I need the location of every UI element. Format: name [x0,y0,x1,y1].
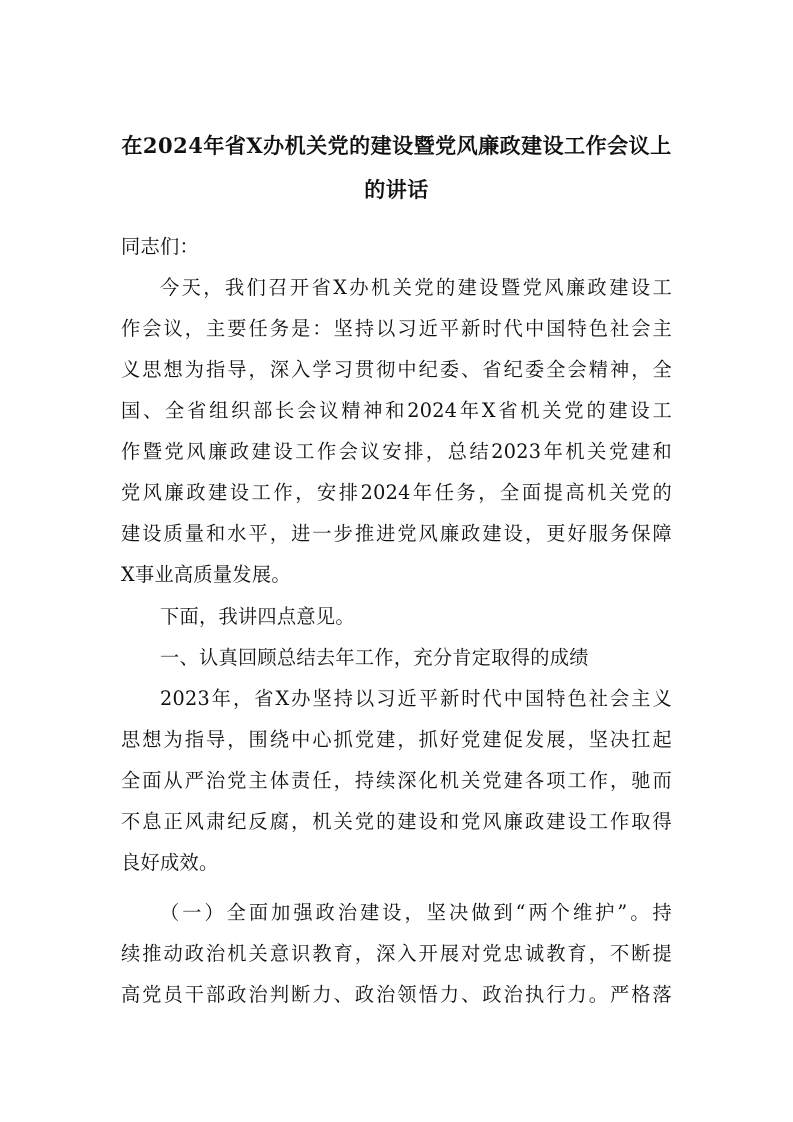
paragraph-1-line-4: 国、全省组织部长会议精神和2024年X省机关党的建设工 [121,399,672,422]
paragraph-1-line-6: 党风廉政建设工作，安排2024年任务，全面提高机关党的 [121,481,672,504]
document-title-line-2: 的讲话 [364,177,429,202]
paragraph-2: 下面，我讲四点意见。 [160,605,355,628]
paragraph-3-line-4: 不息正风肃纪反腐，机关党的建设和党风廉政建设工作取得 [121,810,672,833]
paragraph-3-line-2: 思想为指导，围绕中心抓党建，抓好党建促发展，坚决扛起 [121,728,672,751]
paragraph-1-line-7: 建设质量和水平，进一步推进党风廉政建设，更好服务保障 [121,522,672,545]
paragraph-1-line-3: 义思想为指导，深入学习贯彻中纪委、省纪委全会精神，全 [121,358,672,381]
paragraph-3-line-5: 良好成效。 [121,851,219,874]
document-title-line-1: 在2024年省X办机关党的建设暨党风廉政建设工作会议上 [121,133,672,158]
paragraph-4-line-3: 高党员干部政治判断力、政治领悟力、政治执行力。严格落 [121,983,672,1006]
salutation: 同志们： [121,235,199,258]
paragraph-4-line-1: （一）全面加强政治建设，坚决做到“两个维护”。持 [160,901,672,924]
paragraph-3-line-1: 2023年，省X办坚持以习近平新时代中国特色社会主义 [160,687,672,710]
paragraph-1-line-8: X事业高质量发展。 [121,563,291,586]
section-1-heading: 一、认真回顾总结去年工作，充分肯定取得的成绩 [160,646,589,669]
paragraph-1-line-1: 今天，我们召开省X办机关党的建设暨党风廉政建设工 [160,276,672,299]
paragraph-3-line-3: 全面从严治党主体责任，持续深化机关党建各项工作，驰而 [121,769,672,792]
paragraph-1-line-2: 作会议，主要任务是：坚持以习近平新时代中国特色社会主 [121,317,672,340]
paragraph-1-line-5: 作暨党风廉政建设工作会议安排，总结2023年机关党建和 [121,440,672,463]
paragraph-4-line-2: 续推动政治机关意识教育，深入开展对党忠诚教育，不断提 [121,942,672,965]
